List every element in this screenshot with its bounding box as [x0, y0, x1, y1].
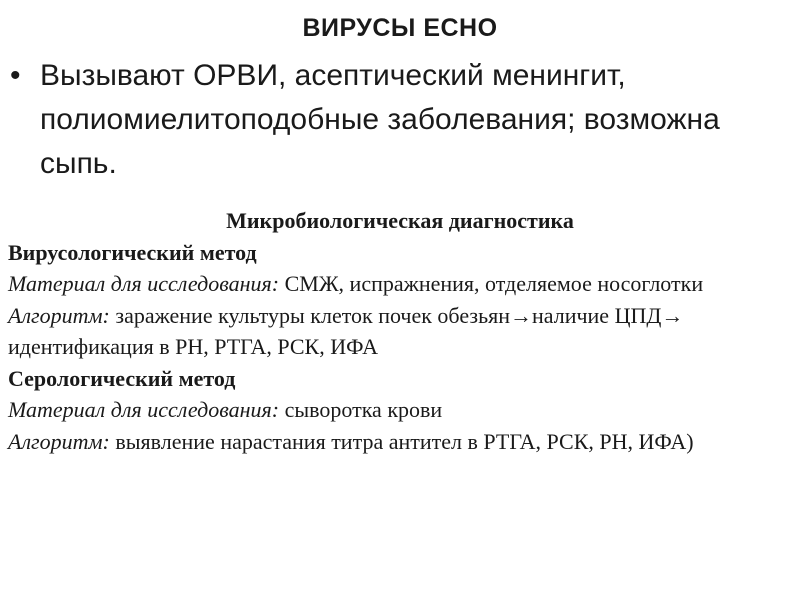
serological-algorithm-label: Алгоритм: — [8, 428, 110, 454]
serological-method-title: Серологический метод — [8, 365, 236, 391]
diagnostics-heading: Микробиологическая диагностика — [226, 208, 574, 233]
virological-algorithm — [8, 300, 792, 363]
virological-material-value: СМЖ, испражнения, отделяемое носоглотки — [279, 271, 704, 296]
virological-material — [8, 268, 792, 300]
virological-material-label: Материал для исследования: — [8, 271, 280, 296]
serological-material-value: сыворотка крови — [279, 397, 443, 422]
virological-algorithm-label: Алгоритм: — [8, 302, 110, 328]
slide-title: ВИРУСЫ ЕСНО — [302, 14, 498, 42]
serological-algorithm — [8, 426, 792, 458]
bullet-text: Вызывают ОРВИ, асептический менингит, полиомиелитоподобные заболевания; возможна сыпь. — [40, 59, 720, 180]
virological-algorithm-value: заражение культуры клеток почек обезьян→наличие ЦПД→ идентификация в РН, РТГА, РСК, ИФА — [8, 302, 684, 359]
serological-material — [8, 394, 792, 426]
bullet-marker: • — [10, 59, 21, 92]
serological-material-label: Материал для исследования: — [8, 397, 280, 422]
virological-method-title: Вирусологический метод — [8, 239, 257, 265]
bullet-item — [8, 54, 788, 186]
diagnostics-section — [8, 205, 792, 457]
serological-algorithm-value: выявление нарастания титра антител в РТГА, РСК, РН, ИФА) — [109, 428, 694, 454]
